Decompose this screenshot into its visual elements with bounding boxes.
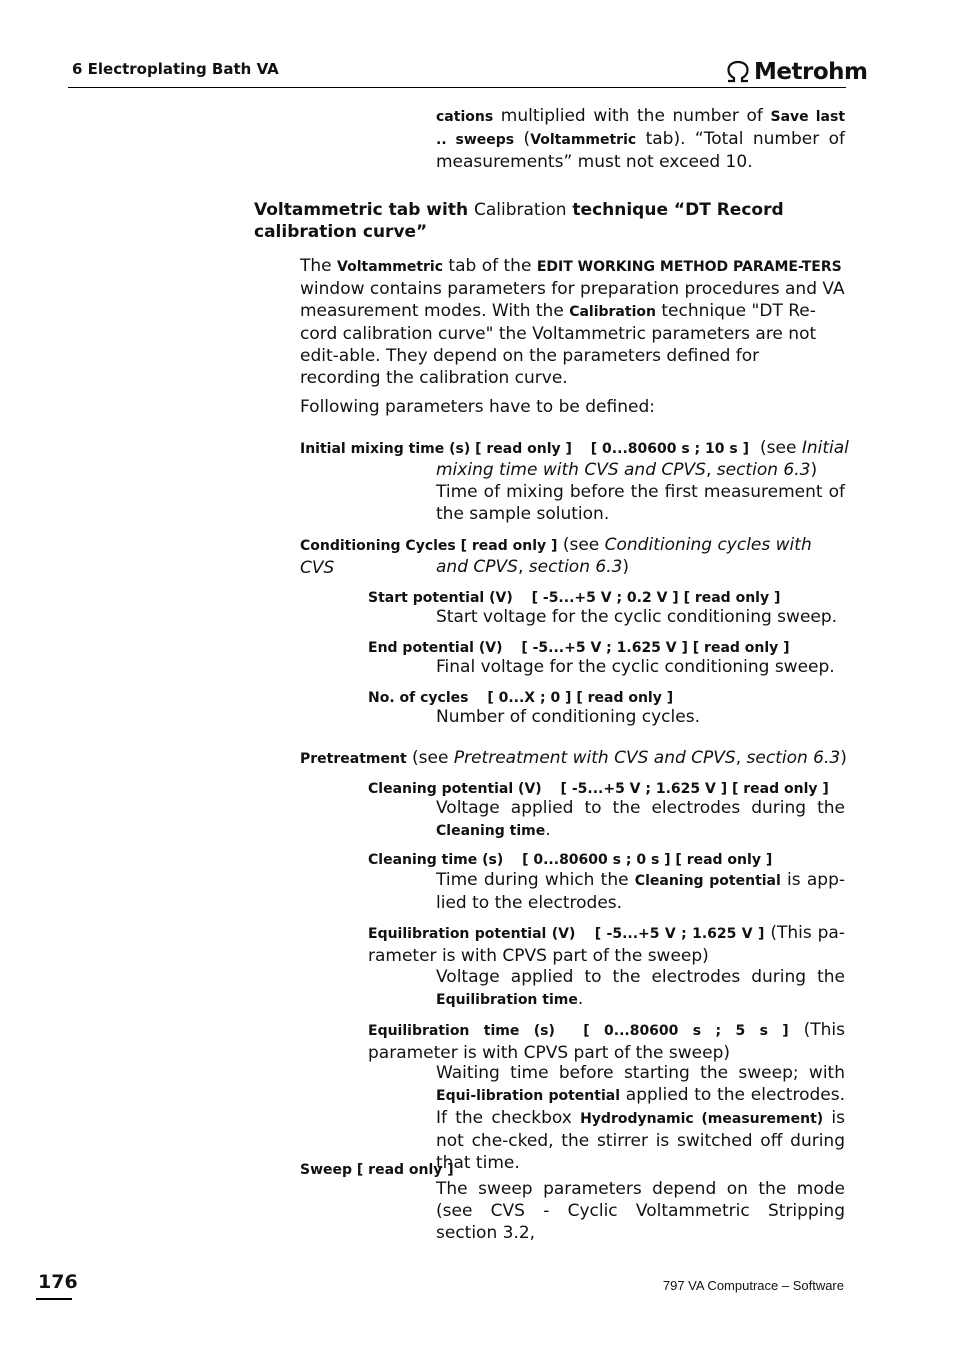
- text-run: Voltage applied to the electrodes during the: [436, 967, 845, 987]
- text-run: applied to the electrodes. If the checkbox: [436, 1085, 845, 1128]
- body-paragraph: Following parameters have to be defined:: [300, 397, 655, 417]
- omega-icon: [725, 60, 751, 84]
- text-run: and CPVS: [436, 557, 518, 577]
- param-description: Final voltage for the cyclic conditioning sweep.: [436, 657, 835, 677]
- param-description: Time of mixing before the first measurement of the sample solution.: [436, 482, 845, 524]
- body-paragraph: [300, 255, 845, 389]
- text-run: (see: [557, 535, 605, 555]
- text-run: .: [577, 989, 584, 1009]
- heading-run: Voltammetric tab with: [254, 200, 474, 220]
- metrohm-logo: [725, 58, 867, 86]
- text-run: section 6.3: [746, 748, 841, 768]
- param-description: The sweep parameters depend on the mode (see CVS - Cyclic Voltammetric Stripping section 3.2,: [436, 1179, 845, 1243]
- heading-run: Calibration: [474, 200, 567, 220]
- param-name: Initial mixing time (s) [ read only ] [ 0...80600 s ; 10 s ]: [300, 441, 749, 457]
- text-run: ): [622, 557, 630, 577]
- heading-run: technique “DT Record calibration curve”: [254, 200, 784, 242]
- text-run: (This pa-rameter is with CPVS part of the sweep): [368, 923, 845, 966]
- param-name: Equilibration time (s) [ 0...80600 s ; 5 s ]: [368, 1023, 789, 1039]
- intro-paragraph: [436, 105, 845, 173]
- param-equilibration-time: [368, 1019, 845, 1064]
- text-run: (: [514, 129, 531, 149]
- ui-term: Save last .. sweeps: [436, 109, 846, 148]
- text-run: ,: [705, 460, 717, 480]
- param-cleaning-time: [368, 848, 772, 871]
- chapter-heading: 6 Electroplating Bath VA: [72, 60, 279, 78]
- logo-wordmark: Metrohm: [754, 59, 868, 85]
- ui-term: EDIT WORKING METHOD PARAME-TERS: [536, 259, 842, 275]
- param-name: No. of cycles [ 0...X ; 0 ] [ read only ]: [368, 690, 674, 706]
- text-run: Voltage applied to the electrodes during the: [436, 798, 845, 818]
- ui-term: Voltammetric: [530, 132, 637, 148]
- text-run: .: [545, 820, 551, 840]
- text-run: multiplied with the number of: [493, 106, 771, 126]
- param-name: Sweep [ read only ]: [300, 1162, 454, 1178]
- param-description: [436, 797, 845, 842]
- text-run: technique "DT Re-cord calibration curve" the Voltammetric parameters are not edit-able. They depend on the parameters defined for recording the calibration curve.: [300, 301, 817, 388]
- param-name: Pretreatment: [300, 751, 407, 767]
- text-run: is app-lied to the electrodes.: [436, 870, 845, 913]
- param-name: Cleaning time (s) [ 0...80600 s ; 0 s ] [ read only ]: [368, 852, 773, 868]
- text-run: Conditioning cycles with CVS: [300, 535, 812, 578]
- section-heading: [254, 199, 814, 243]
- param-description: Number of conditioning cycles.: [436, 707, 700, 727]
- param-name: End potential (V) [ -5...+5 V ; 1.625 V ] [ read only ]: [368, 640, 790, 656]
- text-run: (see: [406, 748, 454, 768]
- ui-term: Cleaning potential: [634, 873, 781, 889]
- param-equilibration-potential: [368, 922, 845, 967]
- text-run: ,: [735, 748, 747, 768]
- page-number-rule: [36, 1298, 72, 1300]
- ui-term: Equilibration time: [436, 992, 578, 1008]
- param-reference: [436, 556, 629, 578]
- text-run: is not che-cked, the stirrer is switched off during that time.: [436, 1108, 845, 1173]
- param-pretreatment: [300, 747, 847, 770]
- text-run: Initial: [801, 438, 849, 458]
- ui-term: cations: [436, 109, 494, 125]
- param-description: Start voltage for the cyclic conditioning sweep.: [436, 607, 838, 627]
- ui-term: Equi-libration potential: [436, 1088, 620, 1104]
- text-run: (see: [760, 438, 802, 458]
- param-name: Equilibration potential (V) [ -5...+5 V ; 1.625 V ]: [368, 926, 765, 942]
- text-run: section 6.3: [528, 557, 623, 577]
- param-description: [436, 1062, 845, 1174]
- param-sweep: [300, 1158, 454, 1181]
- text-run: section 6.3: [716, 460, 811, 480]
- text-run: The: [300, 256, 338, 276]
- ui-term: Voltammetric: [337, 259, 444, 275]
- ui-term: Calibration: [569, 304, 656, 320]
- text-run: mixing time with CVS and CPVS: [436, 460, 706, 480]
- param-name: Conditioning Cycles [ read only ]: [300, 538, 558, 554]
- text-run: Waiting time before starting the sweep; with: [436, 1063, 845, 1083]
- footer-product-name: 797 VA Computrace – Software: [662, 1278, 844, 1293]
- param-name: Start potential (V) [ -5...+5 V ; 0.2 V ] [ read only ]: [368, 590, 781, 606]
- param-reference: [436, 459, 845, 481]
- param-description: [436, 869, 845, 914]
- ui-term: Hydrodynamic (measurement): [580, 1111, 824, 1127]
- param-reference: [760, 437, 849, 459]
- header-rule: [68, 87, 846, 88]
- text-run: window contains parameters for preparation procedures and VA measurement modes. With the: [300, 279, 845, 321]
- ui-term: Cleaning time: [436, 823, 546, 839]
- text-run: ,: [517, 557, 529, 577]
- param-description: [436, 966, 845, 1011]
- text-run: Time during which the: [436, 870, 635, 890]
- param-name: Cleaning potential (V) [ -5...+5 V ; 1.625 V ] [ read only ]: [368, 781, 829, 797]
- text-run: ): [810, 460, 818, 480]
- page-number: 176: [38, 1271, 78, 1293]
- text-run: tab). “Total number of measurements” must not exceed 10.: [436, 129, 845, 172]
- text-run: (This parameter is with CPVS part of the sweep): [368, 1020, 845, 1063]
- text-run: ): [840, 748, 847, 768]
- text-run: Pretreatment with CVS and CPVS: [453, 748, 736, 768]
- text-run: tab of the: [443, 256, 537, 276]
